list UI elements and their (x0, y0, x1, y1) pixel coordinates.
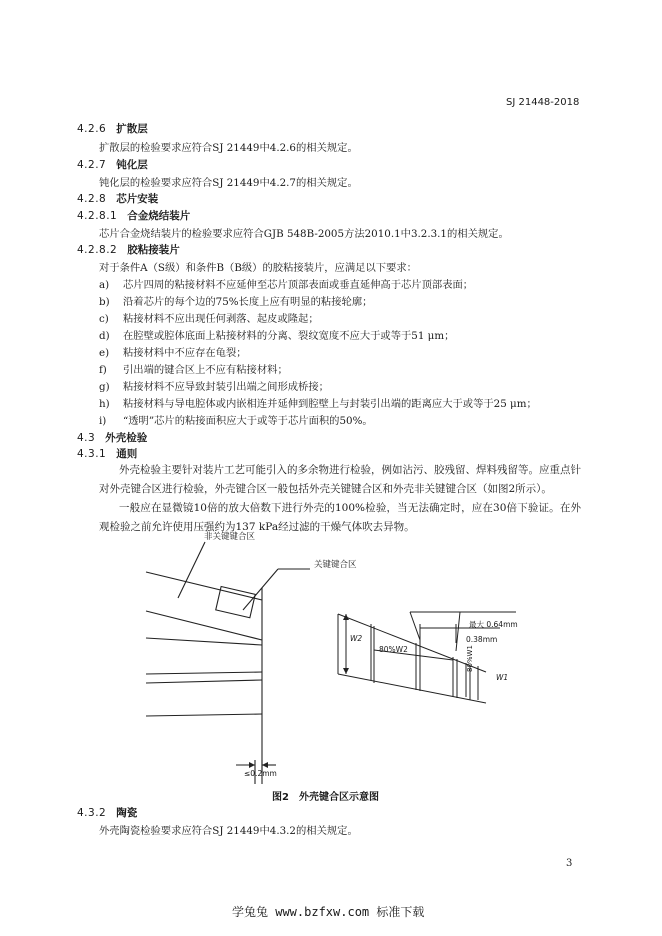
paragraph: 一般应在显微镜10倍的放大倍数下进行外壳的100%检验，当无法确定时，应在30倍下验证。在外观检验之前允许使用压强约为137 kPa经过滤的干燥气体吹去异物。 (99, 502, 581, 533)
list-item (99, 293, 372, 308)
list-text: 沿着芯片的每个边的75%长度上应有明显的粘接轮廓； (123, 296, 373, 308)
list-marker: b) (99, 296, 110, 308)
list-marker: d) (99, 330, 110, 342)
list-text: 粘接材料与导电腔体或内嵌相连并延伸到腔壁上与封装引出端的距离应大于或等于25 μm； (123, 398, 537, 410)
dim-038: 0.38mm (466, 635, 498, 644)
section-title: 胶粘接装片 (127, 244, 180, 256)
label-w2: W2 (350, 634, 363, 643)
section-heading (77, 446, 137, 461)
label-w1: W1 (496, 673, 509, 682)
section-number: 4.2.7 (77, 159, 107, 171)
list-item (99, 310, 319, 325)
list-text: 粘接材料不应出现任何剥落、起皮或隆起； (123, 313, 319, 325)
body-text: 芯片合金烧结装片的检验要求应符合GJB 548B-2005方法2010.1中3.2.3.1的相关规定。 (99, 228, 509, 240)
section-4-3-2-body: 外壳陶瓷检验要求应符合SJ 21449中4.3.2的相关规定。 (99, 825, 358, 837)
section-title: 通则 (116, 448, 138, 460)
section-heading (77, 191, 158, 206)
body-text: 钝化层的检验要求应符合SJ 21449中4.2.7的相关规定。 (99, 177, 358, 189)
list-marker: f) (99, 364, 107, 376)
section-title: 钝化层 (116, 159, 148, 171)
list-marker: e) (99, 347, 110, 359)
list-text: 引出端的键合区上不应有粘接材料； (123, 364, 288, 376)
section-number: 4.2.8.2 (77, 244, 118, 256)
section-title: 合金烧结装片 (127, 210, 191, 222)
section-number: 4.2.8 (77, 193, 107, 205)
section-heading (77, 157, 148, 172)
list-item (99, 395, 537, 410)
list-text: 粘接材料不应导致封装引出端之间形成桥接； (123, 381, 329, 393)
section-title: 外壳检验 (105, 432, 148, 444)
page-number: 3 (566, 858, 573, 869)
section-title: 芯片安装 (116, 193, 159, 205)
list-item (99, 344, 247, 359)
list-marker: a) (99, 279, 110, 291)
list-item (99, 361, 288, 376)
section-title: 陶瓷 (116, 807, 138, 819)
list-marker: h) (99, 398, 110, 410)
figure-caption: 图2 外壳键合区示意图 (272, 792, 379, 803)
list-item (99, 327, 454, 342)
site-watermark: 学兔兔 www.bzfxw.com 标准下载 (232, 905, 425, 919)
list-marker: c) (99, 313, 109, 325)
body-text: 对于条件A（S级）和条件B（B级）的胶粘接装片，应满足以下要求： (99, 262, 417, 274)
list-text: 在腔壁或腔体底面上粘接材料的分离、裂纹宽度不应大于或等于51 μm； (123, 330, 455, 342)
label-noncritical-bonding-area: 非关键键合区 (204, 532, 256, 542)
section-number: 4.3.1 (77, 448, 107, 460)
list-item (99, 378, 329, 393)
label-80-w1: 80%W1 (466, 645, 474, 672)
section-number: 4.3 (77, 432, 96, 444)
body-text: 扩散层的检验要求应符合SJ 21449中4.2.6的相关规定。 (99, 142, 358, 154)
section-heading (77, 242, 180, 257)
list-text: 粘接材料中不应存在龟裂； (123, 347, 247, 359)
list-marker: i) (99, 415, 107, 427)
label-80-w2: 80%W2 (379, 645, 408, 654)
dim-02mm: ≤0.2mm (244, 769, 277, 778)
paragraph: 外壳检验主要针对装片工艺可能引入的多余物进行检验，例如沾污、胶残留、焊料残留等。应重点针对外壳键合区进行检验，外壳键合区一般包括外壳关键键合区和外壳非关键键合区（如图2所示）。 (99, 464, 581, 495)
section-4-3-2 (77, 805, 137, 820)
dim-max-064: 最大 0.64mm (469, 620, 518, 629)
list-text: 芯片四周的粘接材料不应延伸至芯片顶部表面或垂直延伸高于芯片顶部表面； (123, 279, 474, 291)
standard-number: SJ 21448-2018 (506, 97, 580, 108)
list-item (99, 412, 373, 427)
label-critical-bonding-area: 关键键合区 (314, 560, 357, 570)
list-text: “透明”芯片的粘接面积应大于或等于芯片面积的50%。 (123, 415, 373, 427)
list-marker: g) (99, 381, 110, 393)
list-item (99, 276, 473, 291)
section-heading (77, 121, 148, 136)
section-number: 4.3.2 (77, 807, 107, 819)
section-heading (77, 208, 190, 223)
section-heading (77, 430, 147, 445)
section-number: 4.2.8.1 (77, 210, 118, 222)
section-number: 4.2.6 (77, 123, 107, 135)
section-title: 扩散层 (116, 123, 148, 135)
